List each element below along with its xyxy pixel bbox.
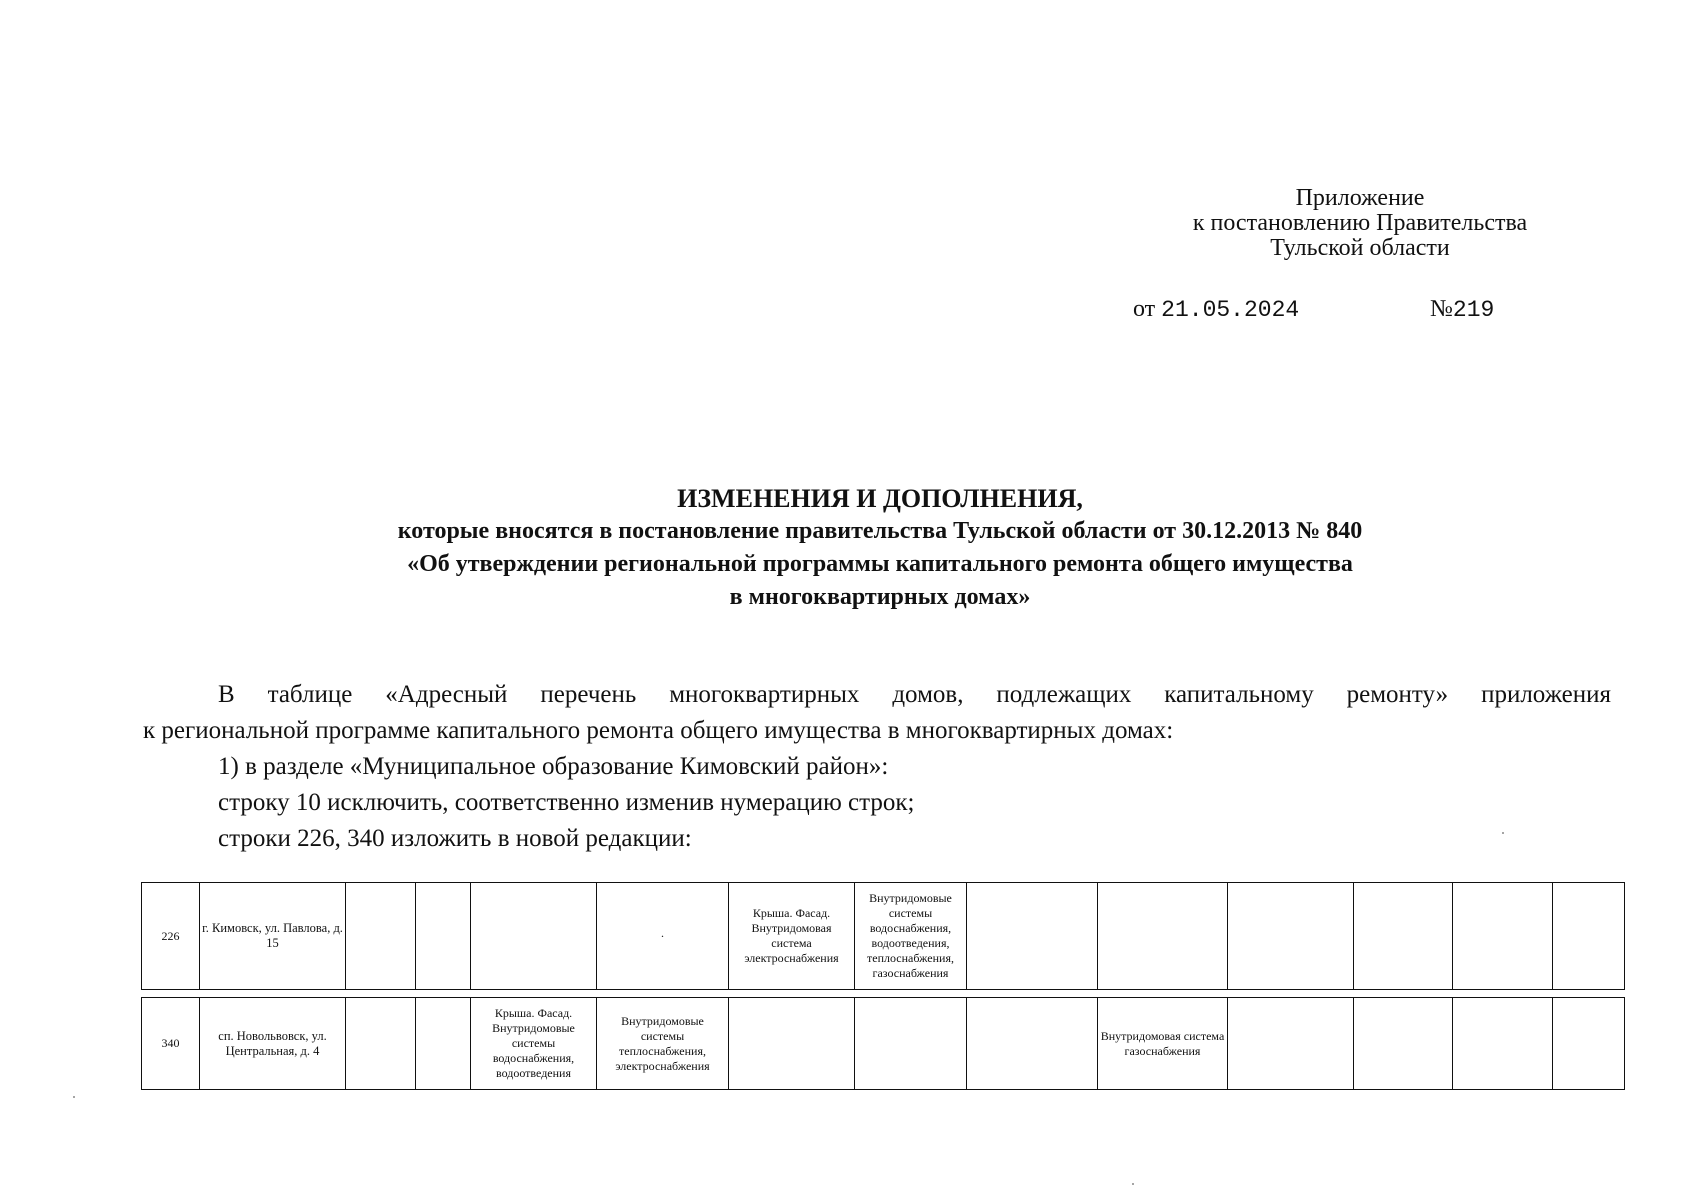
- table-cell: [346, 998, 416, 1090]
- table-cell: Внутридомовая система газоснабжения: [1098, 998, 1228, 1090]
- table-cell: [471, 883, 597, 990]
- row-number: 226: [142, 883, 200, 990]
- scan-speck: [73, 1096, 75, 1098]
- table-cell: ·: [597, 883, 729, 990]
- title-line: в многоквартирных домах»: [729, 584, 1031, 610]
- table-cell: [1453, 998, 1553, 1090]
- list-item: строку 10 исключить, соответственно изменив нумерацию строк;: [218, 789, 915, 816]
- list-item: 1) в разделе «Муниципальное образование Кимовский район»:: [218, 753, 889, 780]
- appendix-line: Приложение: [1295, 185, 1425, 211]
- row-address: г. Кимовск, ул. Павлова, д. 15: [200, 883, 346, 990]
- table-row-340: [141, 997, 1625, 1090]
- title-line: которые вносятся в постановление правительства Тульской области от 30.12.2013 № 840: [397, 518, 1363, 544]
- date-value: 21.05.2024: [1161, 297, 1300, 323]
- paragraph-intro: В таблице «Адресный перечень многоквартирных домов, подлежащих капитальному ремонту» приложения: [218, 681, 1611, 708]
- table-cell: [967, 883, 1098, 990]
- title-main: ИЗМЕНЕНИЯ И ДОПОЛНЕНИЯ,: [677, 484, 1083, 513]
- table-cell: [1553, 998, 1625, 1090]
- order-number: [1430, 296, 1494, 323]
- table-cell: [729, 998, 855, 1090]
- table-cell: [416, 998, 471, 1090]
- table-cell: [1228, 883, 1354, 990]
- table-cell: [1553, 883, 1625, 990]
- row-number: 340: [142, 998, 200, 1090]
- table-cell: [855, 998, 967, 1090]
- title-line: «Об утверждении региональной программы капитального ремонта общего имущества: [407, 551, 1353, 577]
- appendix-line: Тульской области: [1270, 235, 1450, 261]
- scan-speck: [1502, 832, 1504, 834]
- document-title: [130, 482, 1630, 614]
- table-cell: Крыша. Фасад. Внутридомовые системы водоснабжения, водоотведения: [471, 998, 597, 1090]
- number-value: 219: [1452, 297, 1495, 323]
- order-date: [1133, 296, 1299, 323]
- table-cell: [967, 998, 1098, 1090]
- table-cell: [1228, 998, 1354, 1090]
- table-cell: Внутридомовые системы теплоснабжения, электроснабжения: [597, 998, 729, 1090]
- table-row-226: [141, 882, 1625, 990]
- scan-speck: [1132, 1183, 1134, 1185]
- paragraph-intro-cont: к региональной программе капитального ремонта общего имущества в многоквартирных домах:: [143, 717, 1174, 744]
- number-prefix: №: [1430, 296, 1453, 322]
- list-item: строки 226, 340 изложить в новой редакции:: [218, 825, 692, 852]
- row-address: сп. Новольвовск, ул. Центральная, д. 4: [200, 998, 346, 1090]
- table-cell: [346, 883, 416, 990]
- body-text: [143, 677, 1611, 857]
- table-cell: [1453, 883, 1553, 990]
- table-cell: Крыша. Фасад. Внутридомовая система электроснабжения: [729, 883, 855, 990]
- date-prefix: от: [1133, 296, 1156, 322]
- table-cell: Внутридомовые системы водоснабжения, водоотведения, теплоснабжения, газоснабжения: [855, 883, 967, 990]
- table-cell: [1098, 883, 1228, 990]
- table-cell: [1354, 998, 1453, 1090]
- appendix-line: к постановлению Правительства: [1192, 210, 1528, 236]
- appendix-header: [1130, 186, 1590, 261]
- table-cell: [1354, 883, 1453, 990]
- table-cell: [416, 883, 471, 990]
